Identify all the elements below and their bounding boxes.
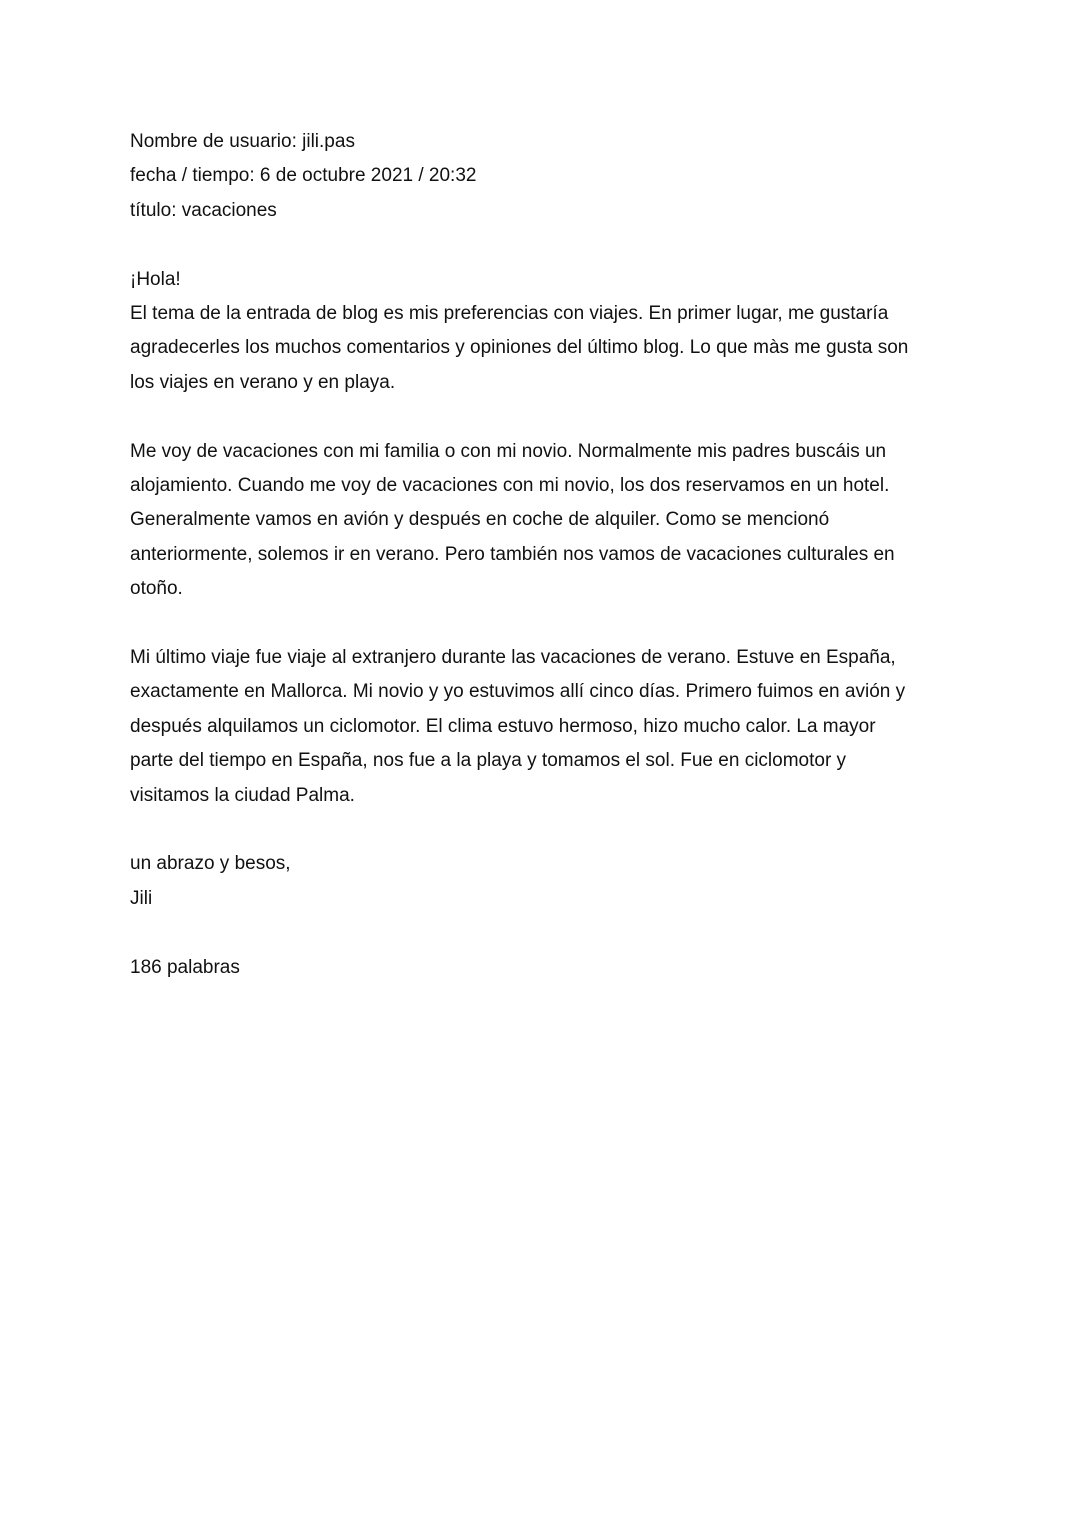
document-content <box>130 125 960 985</box>
paragraph-1-line: agradecerles los muchos comentarios y opiniones del último blog. Lo que màs me gusta son <box>130 337 909 359</box>
paragraph-2 <box>130 435 960 607</box>
paragraph-3-line: visitamos la ciudad Palma. <box>130 784 355 806</box>
paragraph-2-line: alojamiento. Cuando me voy de vacaciones con mi novio, los dos reservamos en un hotel. <box>130 475 890 497</box>
paragraph-2-line: otoño. <box>130 578 183 600</box>
blank-line <box>130 400 960 434</box>
paragraph-1-line: los viajes en verano y en playa. <box>130 371 396 393</box>
blank-line <box>130 607 960 641</box>
paragraph-1-line: El tema de la entrada de blog es mis preferencias con viajes. En primer lugar, me gustaría <box>130 303 889 325</box>
paragraph-3 <box>130 641 960 813</box>
datetime-line: fecha / tiempo: 6 de octubre 2021 / 20:32 <box>130 165 477 187</box>
username-line: Nombre de usuario: jili.pas <box>130 131 355 152</box>
paragraph-2-line: anteriormente, solemos ir en verano. Pero también nos vamos de vacaciones culturales en <box>130 543 895 565</box>
closing: un abrazo y besos, <box>130 853 291 875</box>
title-line: título: vacaciones <box>130 199 277 221</box>
paragraph-1 <box>130 297 960 400</box>
blank-line <box>130 916 960 950</box>
blank-line <box>130 813 960 847</box>
paragraph-2-line: Generalmente vamos en avión y después en coche de alquiler. Como se mencionó <box>130 509 830 531</box>
word-count: 186 palabras <box>130 956 240 978</box>
paragraph-3-line: después alquilamos un ciclomotor. El clima estuvo hermoso, hizo mucho calor. La mayor <box>130 715 876 737</box>
paragraph-3-line: Mi último viaje fue viaje al extranjero durante las vacaciones de verano. Estuve en España, <box>130 647 896 669</box>
signature: Jili <box>130 887 153 909</box>
paragraph-2-line: Me voy de vacaciones con mi familia o con mi novio. Normalmente mis padres buscáis un <box>130 440 887 462</box>
paragraph-3-line: exactamente en Mallorca. Mi novio y yo estuvimos allí cinco días. Primero fuimos en avión y <box>130 681 906 703</box>
greeting: ¡Hola! <box>130 268 181 290</box>
paragraph-3-line: parte del tiempo en España, nos fue a la playa y tomamos el sol. Fue en ciclomotor y <box>130 750 847 772</box>
blank-line <box>130 228 960 262</box>
